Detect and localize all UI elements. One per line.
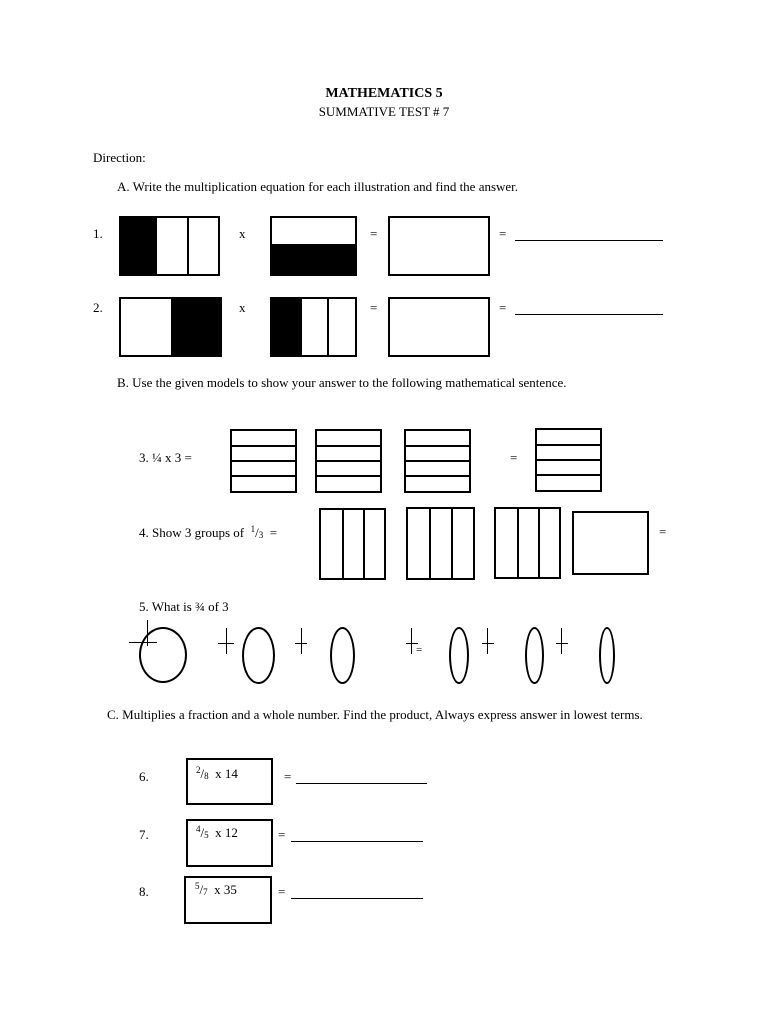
item-5-tick-5h xyxy=(482,643,494,644)
item-5-equals: = xyxy=(416,644,423,656)
item-6-answer-blank[interactable] xyxy=(296,783,427,784)
item-3-label: 3. ¼ x 3 = xyxy=(139,450,192,465)
item-7-den: 5 xyxy=(204,830,209,840)
item-2-times: x xyxy=(239,300,246,315)
item-4-label-suffix: = xyxy=(269,525,278,540)
item-5-oval-5 xyxy=(599,627,615,684)
item-8-den: 7 xyxy=(203,887,208,897)
page-subtitle: SUMMATIVE TEST # 7 xyxy=(318,104,450,119)
item-1-answer-blank[interactable] xyxy=(515,240,663,241)
item-4-frac-den: 3 xyxy=(258,530,264,540)
item-5-oval-1 xyxy=(242,627,275,684)
item-7-rest: x 12 xyxy=(215,825,238,840)
item-6-num: 2 xyxy=(196,765,201,775)
item-3-model-2 xyxy=(315,429,382,493)
page-title: MATHEMATICS 5 xyxy=(325,86,443,101)
section-b-instruction: B. Use the given models to show your answer to the following mathematical sentence. xyxy=(117,375,567,390)
item-2-equals-answer: = xyxy=(499,300,507,315)
item-7-num: 4 xyxy=(196,824,201,834)
item-5-tick-6v xyxy=(561,628,562,654)
item-6-equals: = xyxy=(284,769,292,784)
item-5-tick-2v xyxy=(226,628,227,654)
item-6-number: 6. xyxy=(139,769,149,784)
item-8-equals: = xyxy=(278,884,286,899)
item-5-tick-5v xyxy=(487,628,488,654)
item-3-equals: = xyxy=(510,450,518,465)
item-3-model-1 xyxy=(230,429,297,493)
item-5-oval-2 xyxy=(330,627,355,684)
item-4-model-3 xyxy=(494,507,561,579)
item-8-num: 5 xyxy=(195,881,200,891)
item-4-equals: = xyxy=(659,524,667,539)
item-2-answer-blank[interactable] xyxy=(515,314,663,315)
item-7-answer-blank[interactable] xyxy=(291,841,423,842)
direction-label: Direction: xyxy=(93,150,146,165)
item-5-tick-4v xyxy=(411,628,412,654)
item-1-times: x xyxy=(239,226,246,241)
item-2-model-a xyxy=(119,297,222,357)
item-3-model-3 xyxy=(404,429,471,493)
item-4-model-2 xyxy=(406,507,475,580)
item-1-equals-answer: = xyxy=(499,226,507,241)
item-8-number: 8. xyxy=(139,884,149,899)
item-4-model-1 xyxy=(319,508,386,580)
item-6-rest: x 14 xyxy=(215,766,238,781)
item-5-tick-3h xyxy=(295,643,307,644)
section-a-instruction: A. Write the multiplication equation for each illustration and find the answer. xyxy=(117,179,519,194)
item-5-tick-6h xyxy=(556,643,568,644)
item-4-label-prefix: 4. Show 3 groups of xyxy=(139,525,245,540)
item-5-oval-4 xyxy=(525,627,544,684)
item-1-model-b xyxy=(270,216,357,276)
item-4-answer-model[interactable] xyxy=(572,511,649,575)
item-5-tick-3v xyxy=(301,628,302,654)
item-5-tick-2h xyxy=(218,643,234,644)
item-2-model-b xyxy=(270,297,357,357)
section-c-instruction: C. Multiplies a fraction and a whole number. Find the product, Always express answer in lowest terms. xyxy=(107,707,643,722)
item-3-answer-model[interactable] xyxy=(535,428,602,492)
item-7-number: 7. xyxy=(139,827,149,842)
item-1-number: 1. xyxy=(93,226,103,241)
item-1-model-a xyxy=(119,216,220,276)
item-5-tick-1h xyxy=(129,642,157,643)
item-2-answer-model[interactable] xyxy=(388,297,490,357)
item-1-equals: = xyxy=(370,226,378,241)
item-6-den: 8 xyxy=(204,771,209,781)
item-5-label: 5. What is ¾ of 3 xyxy=(139,599,229,614)
item-5-oval-3 xyxy=(449,627,469,684)
item-6-box: $^2/_8$ x 14 xyxy=(186,758,273,805)
item-7-equals: = xyxy=(278,827,286,842)
item-7-box: $^4/_5$ x 12 xyxy=(186,819,273,867)
item-1-answer-model[interactable] xyxy=(388,216,490,276)
item-4-frac-num: 1 xyxy=(250,524,256,534)
item-8-answer-blank[interactable] xyxy=(291,898,423,899)
item-2-equals: = xyxy=(370,300,378,315)
item-2-number: 2. xyxy=(93,300,103,315)
item-8-rest: x 35 xyxy=(214,882,237,897)
item-4-label: 4. Show 3 groups of $^1/_3$ = xyxy=(139,524,278,540)
item-8-box: $^5/_7$ x 35 xyxy=(184,876,272,924)
